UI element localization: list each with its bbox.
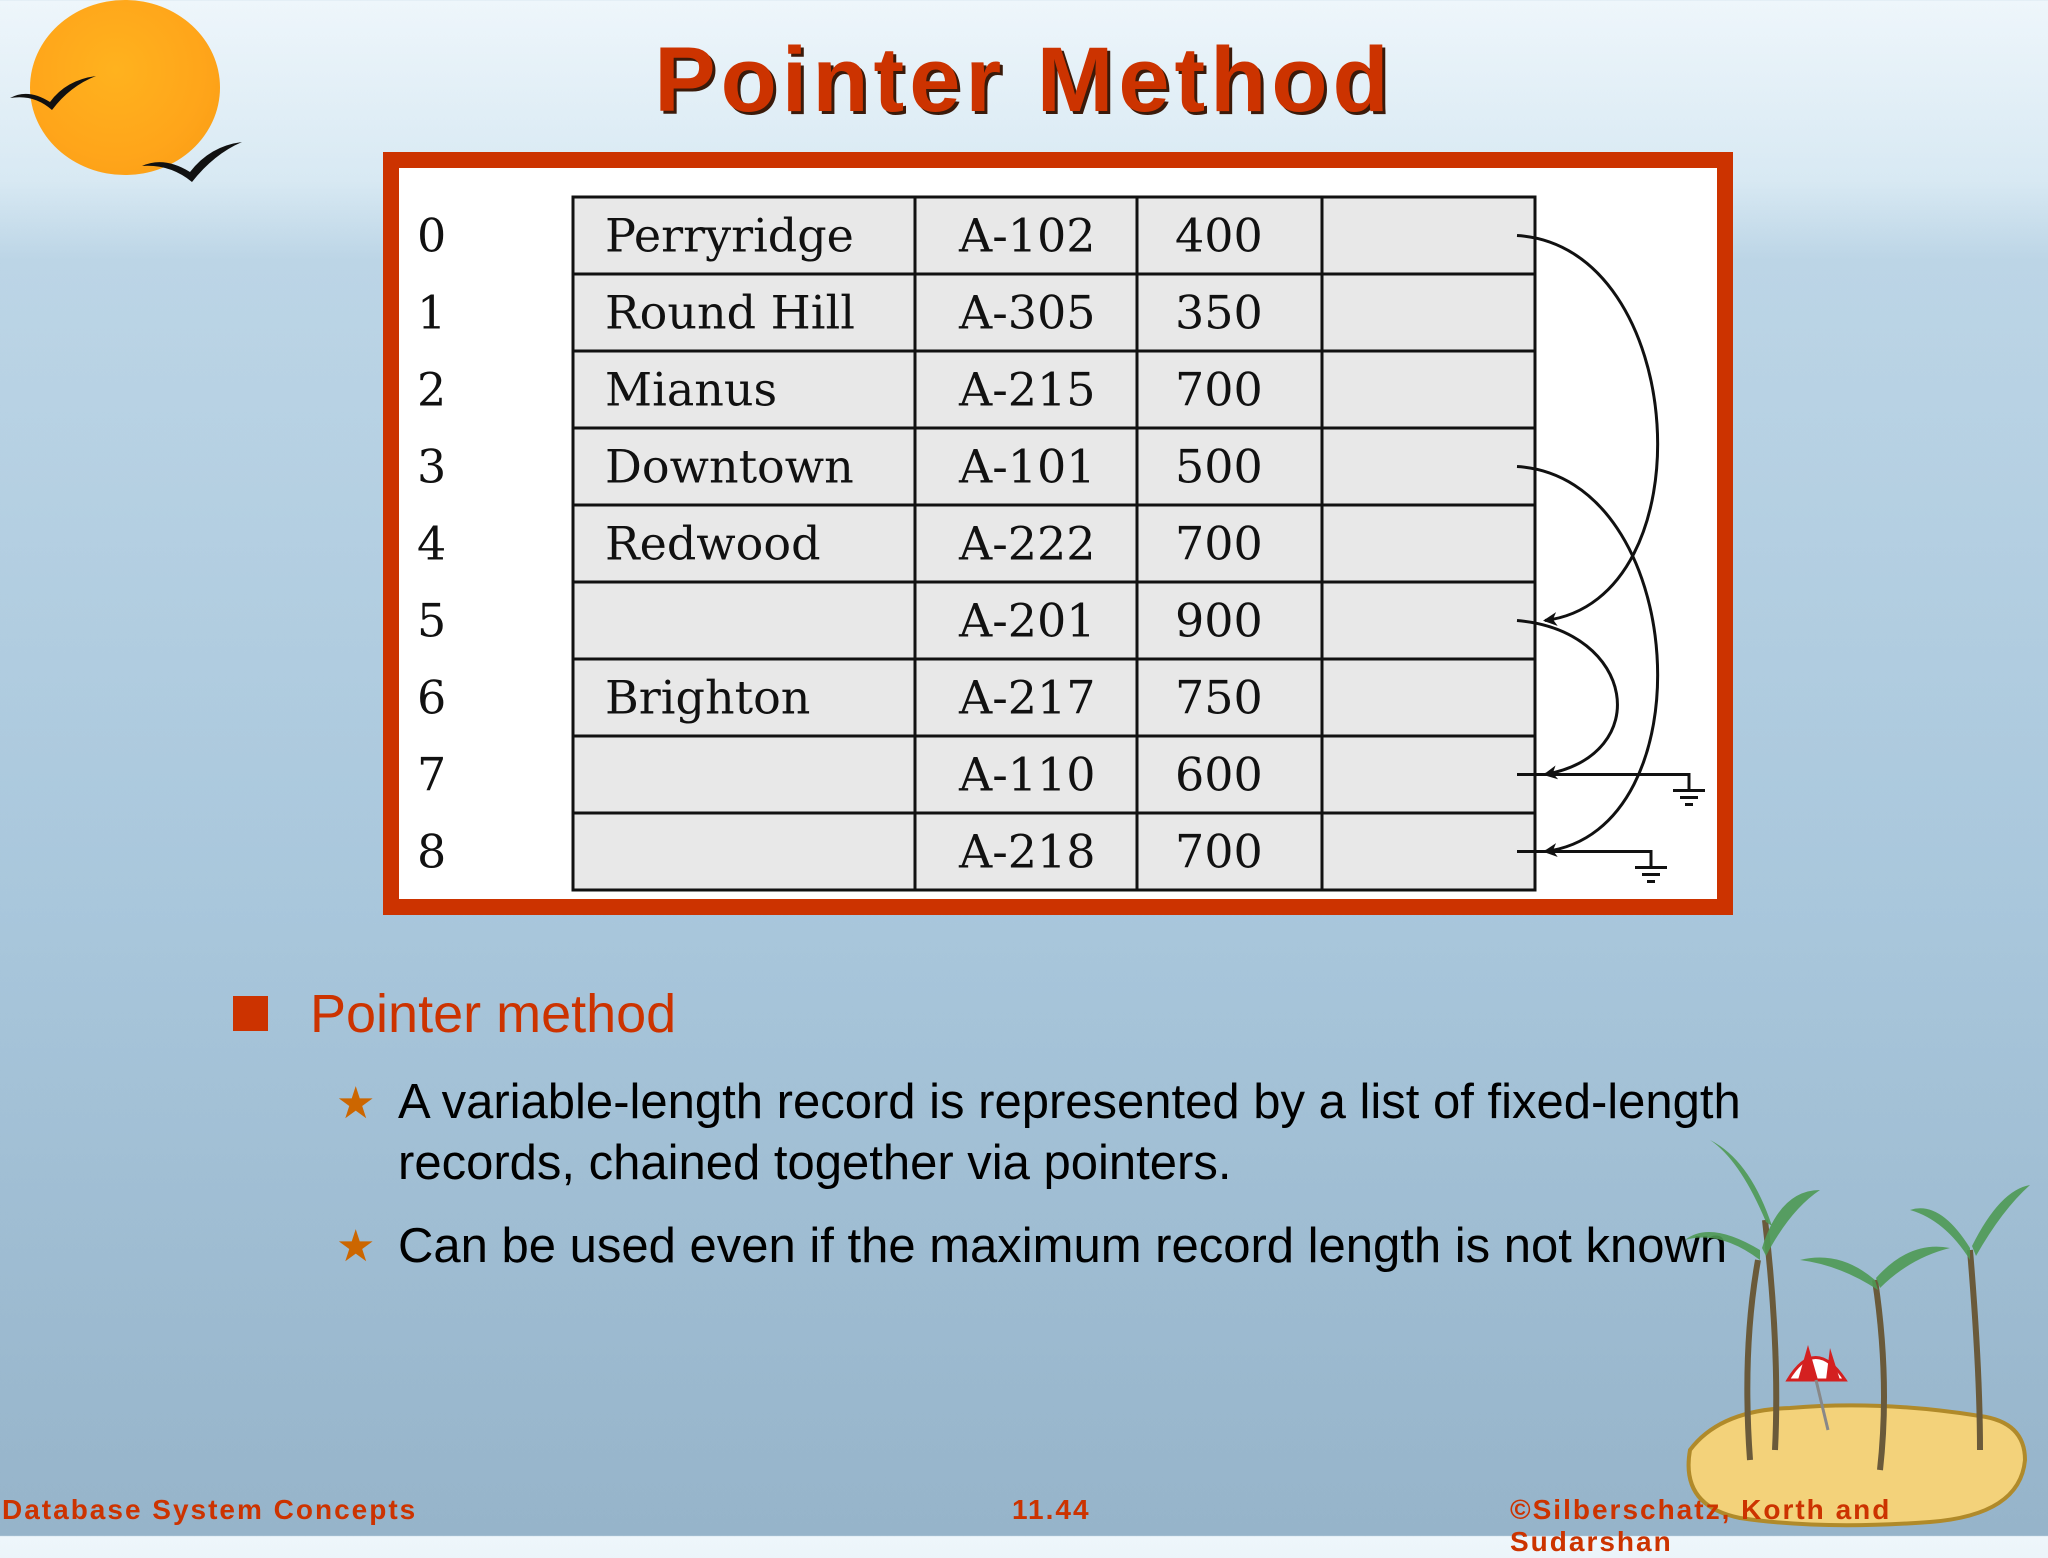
balance-cell: 350 [1175,285,1263,340]
balance-cell: 600 [1175,747,1263,802]
palm-island-icon [1680,1130,2048,1530]
account-cell: A-218 [959,824,1096,879]
star-bullet-icon: ★ [336,1221,376,1272]
null-pointer [1517,852,1651,868]
branch-cell: Brighton [605,670,811,725]
branch-cell: Round Hill [605,285,855,340]
balance-cell: 900 [1175,593,1263,648]
null-pointer [1517,775,1689,791]
row-index: 3 [417,439,447,494]
balance-cell: 400 [1175,208,1263,263]
balance-cell: 750 [1175,670,1263,725]
row-index: 1 [417,285,447,340]
balance-cell: 700 [1175,824,1263,879]
pointer-arrow [1517,467,1658,852]
row-index: 6 [417,670,447,725]
account-cell: A-217 [959,670,1096,725]
branch-cell: Downtown [605,439,854,494]
branch-cell: Perryridge [605,208,854,263]
bird-icon [140,138,245,188]
star-bullet-icon: ★ [336,1078,376,1129]
figure-frame [383,152,1733,915]
pointer-method-figure [399,168,1717,899]
row-index: 2 [417,362,447,417]
row-index: 7 [417,747,447,802]
square-bullet-icon [233,996,268,1031]
footer-slide-number: 11.44 [1012,1494,1091,1525]
balance-cell: 700 [1175,516,1263,571]
row-index: 4 [417,516,447,571]
footer-copyright: ©Silberschatz, Korth and Sudarshan [1510,1494,1892,1557]
account-cell: A-101 [959,439,1096,494]
branch-cell: Redwood [605,516,821,571]
row-index: 5 [417,593,447,648]
account-cell: A-305 [959,285,1096,340]
branch-cell: Mianus [605,362,778,417]
account-cell: A-215 [959,362,1096,417]
account-cell: A-110 [959,747,1096,802]
row-index: 8 [417,824,447,879]
bullet-heading: Pointer method [310,984,677,1044]
account-cell: A-102 [959,208,1096,263]
bullet-item-1: A variable-length record is represented by a list of fixed-length records, chained together via pointers. [398,1075,1741,1190]
balance-cell: 700 [1175,362,1263,417]
bullet-item-2: Can be used even if the maximum record length is not known [398,1219,1728,1273]
slide-title: Pointer Method [654,29,1394,131]
row-index: 0 [417,208,447,263]
balance-cell: 500 [1175,439,1263,494]
account-cell: A-222 [959,516,1096,571]
footer-course: Database System Concepts [2,1494,418,1525]
account-cell: A-201 [959,593,1096,648]
